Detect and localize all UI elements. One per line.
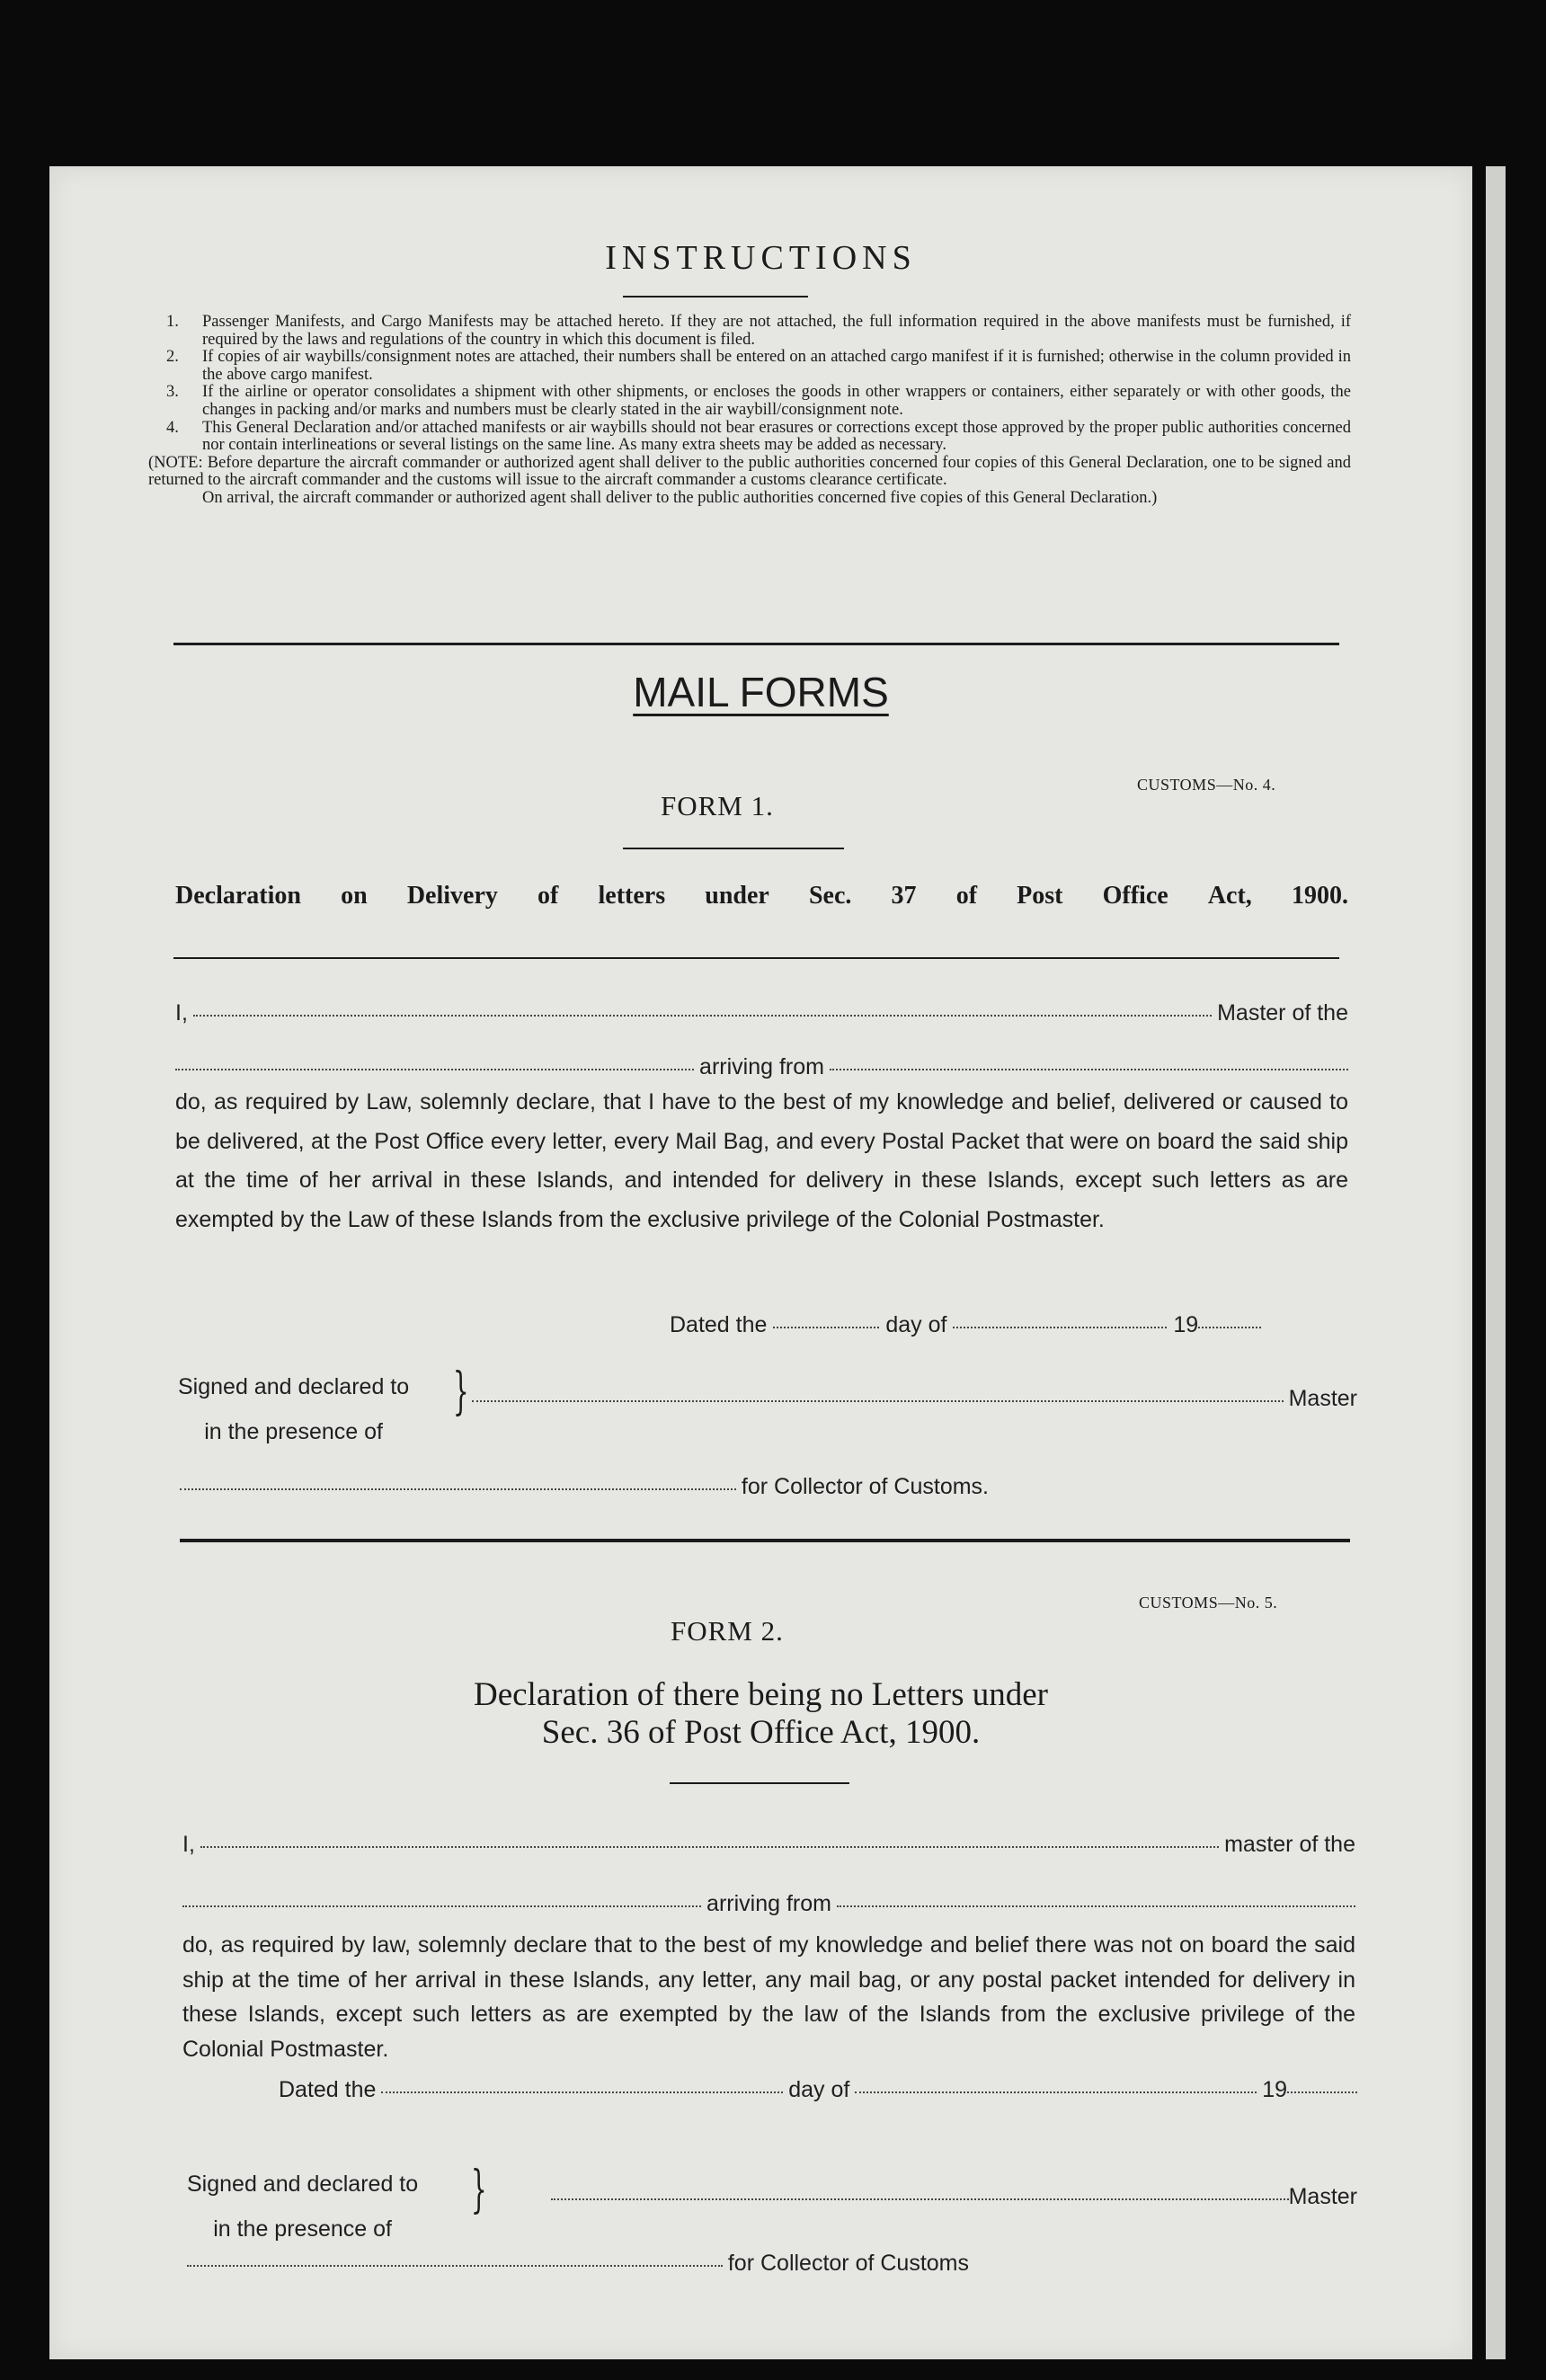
- form2-month-field[interactable]: [855, 2091, 1257, 2093]
- page-edge: [1486, 166, 1506, 2359]
- form2-name-field[interactable]: [200, 1846, 1219, 1848]
- form2-day-field[interactable]: [381, 2091, 783, 2093]
- form1-dated-line: Dated the day of 19: [670, 1312, 1261, 1338]
- form1-name-field[interactable]: [193, 1015, 1212, 1017]
- instructions-list: [148, 313, 1351, 508]
- form1-name-line: I, Master of the: [175, 1000, 1348, 1026]
- form1-declaration-title: Declaration on Delivery of letters under Sec. 37 of Post Office Act, 1900.: [175, 882, 1348, 910]
- form2-year-field[interactable]: [1287, 2091, 1357, 2093]
- form2-master-line: Master: [551, 2184, 1357, 2210]
- form1-collector-line: for Collector of Customs.: [180, 1474, 989, 1500]
- form1-heading: FORM 1.: [661, 790, 774, 821]
- instruction-item-4: 4. This General Declaration and/or attached manifests or air waybills should not bear erasures or corrections except those approved by the proper public authorities concerned nor contain interlineations or several listings on the same line. As many extra sheets may be added as necessary.: [166, 418, 1351, 455]
- form2-brace: }: [470, 2161, 487, 2219]
- form1-brace: }: [452, 1363, 469, 1421]
- title-underline: [623, 296, 808, 298]
- instruction-item-2: 2. If copies of air waybills/consignment notes are attached, their numbers shall be entered on an attached cargo manifest if it is furnished; otherwise in the column provided in the above cargo manifest.: [166, 348, 1351, 384]
- form1-master-line: Master: [472, 1386, 1357, 1412]
- form1-year-field[interactable]: [1198, 1327, 1261, 1328]
- instruction-note-arrival: On arrival, the aircraft commander or authorized agent shall deliver to the public authorities concerned five copies of this General Declaration.): [202, 488, 1158, 507]
- document-page: [49, 166, 1472, 2359]
- form1-heading-rule: [623, 848, 844, 849]
- forms-divider: [180, 1539, 1350, 1542]
- form1-arriving-line: arriving from: [175, 1054, 1348, 1080]
- form2-dated-line: Dated the day of 19: [279, 2077, 1357, 2103]
- form1-origin-field[interactable]: [830, 1069, 1348, 1070]
- form1-collector-signature-field[interactable]: [180, 1488, 736, 1490]
- section-divider: [173, 643, 1339, 645]
- form2-name-line: I, master of the: [182, 1832, 1355, 1857]
- form1-customs-number: CUSTOMS—No. 4.: [1137, 776, 1276, 794]
- form2-master-signature-field[interactable]: [551, 2198, 1289, 2200]
- form2-origin-field[interactable]: [837, 1905, 1355, 1907]
- form2-heading: FORM 2.: [671, 1615, 784, 1647]
- form2-arriving-line: arriving from: [182, 1891, 1355, 1917]
- form1-ship-field[interactable]: [175, 1069, 694, 1070]
- form1-month-field[interactable]: [953, 1327, 1167, 1328]
- mail-forms-title: MAIL FORMS: [633, 669, 889, 715]
- instruction-note: (NOTE: Before departure the aircraft commander or authorized agent shall deliver to the public authorities concerned four copies of this General Declaration, one to be signed and returned to the aircraft commander and the customs will issue to the aircraft commander a customs clearance certificate.: [148, 453, 1351, 490]
- form2-declaration-title: Declaration of there being no Letters under Sec. 36 of Post Office Act, 1900.: [473, 1676, 1048, 1751]
- form2-collector-signature-field[interactable]: [187, 2265, 723, 2267]
- form1-body: do, as required by Law, solemnly declare, that I have to the best of my knowledge and belief, delivered or caused to be delivered, at the Post Office every letter, every Mail Bag, and every Postal Packet that were on board the said ship at the time of her arrival in these Islands, and intended for delivery in these Islands, except such letters as are exempted by the Law of these Islands from the exclusive privilege of the Colonial Postmaster.: [175, 1089, 1348, 1232]
- form2-collector-line: for Collector of Customs: [187, 2251, 969, 2277]
- instructions-title: INSTRUCTIONS: [605, 239, 917, 277]
- instruction-item-3: 3. If the airline or operator consolidates a shipment with other shipments, or encloses the goods in other wrappers or containers, either separately or with other goods, the changes in packing and/or marks and numbers must be clearly stated in the air waybill/consignment note.: [166, 383, 1351, 419]
- form1-day-field[interactable]: [773, 1327, 879, 1328]
- form1-signed-label: Signed and declared to in the presence of: [178, 1374, 410, 1444]
- form2-customs-number: CUSTOMS—No. 5.: [1139, 1594, 1278, 1612]
- form2-body: do, as required by law, solemnly declare that to the best of my knowledge and belief there was not on board the said ship at the time of her arrival in these Islands, any letter, any mail bag, or any postal packet intended for delivery in these Islands, except such letters as are exempted by the law of the Islands from the exclusive privilege of the Colonial Postmaster.: [182, 1932, 1355, 2062]
- form2-ship-field[interactable]: [182, 1905, 701, 1907]
- form1-master-signature-field[interactable]: [472, 1400, 1284, 1402]
- instruction-item-1: 1. Passenger Manifests, and Cargo Manifests may be attached hereto. If they are not attached, the full information required in the above manifests must be furnished, if required by the laws and regulations of the country in which this document is filed.: [166, 313, 1351, 349]
- form1-title-rule: [173, 957, 1339, 959]
- form2-signed-label: Signed and declared to in the presence of: [187, 2171, 419, 2242]
- form2-title-rule: [670, 1782, 849, 1784]
